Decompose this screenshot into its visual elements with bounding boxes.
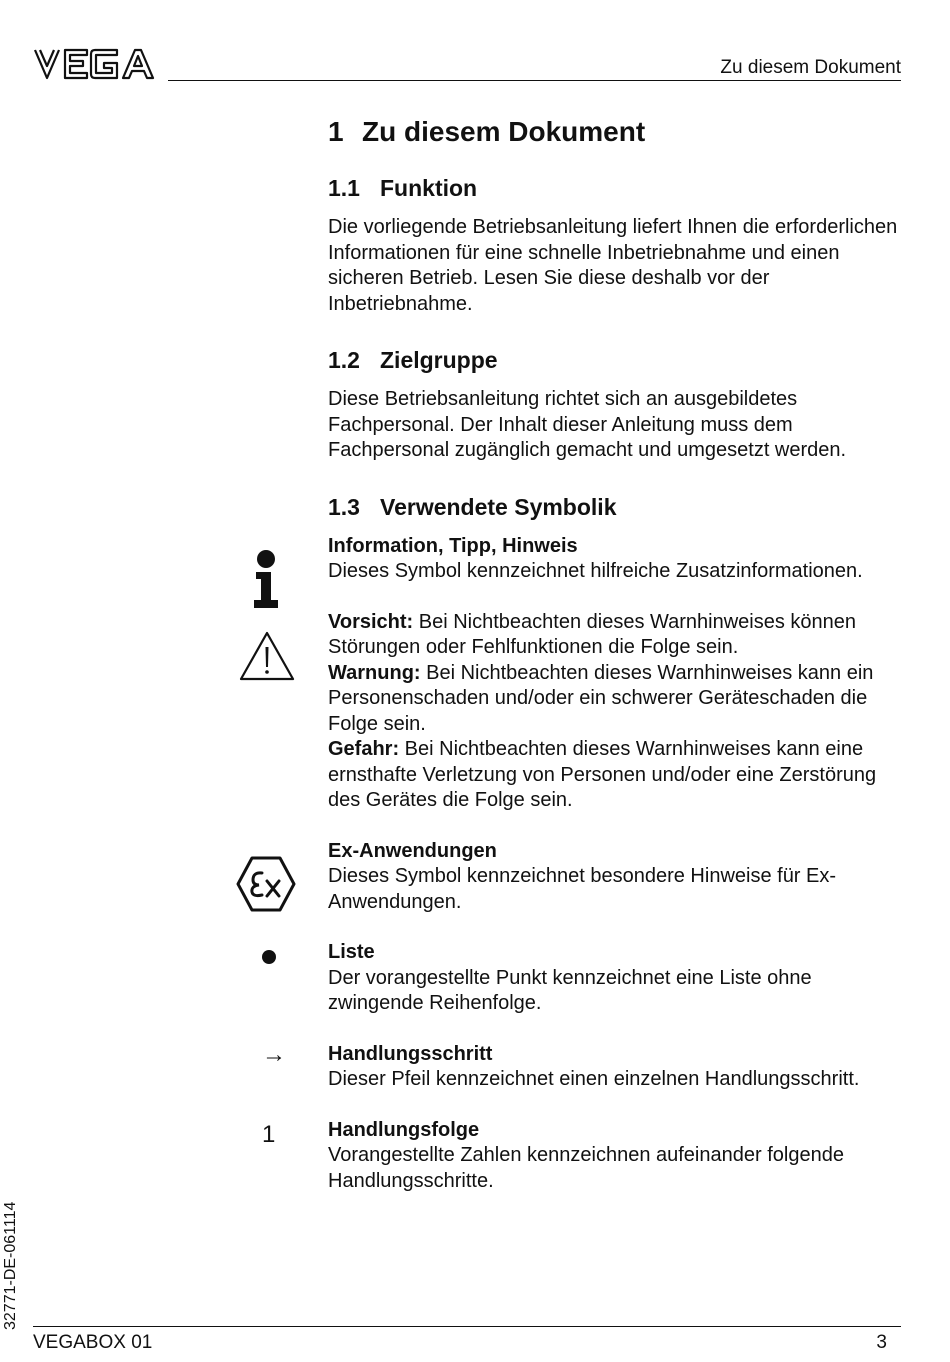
symbol-sequence-block <box>328 1118 908 1195</box>
symbol-title: Ex-Anwendungen <box>328 839 497 862</box>
symbol-text: Dieses Symbol kennzeichnet besondere Hinweise für Ex-Anwendungen. <box>328 865 837 913</box>
symbol-title: Handlungsfolge <box>328 1118 480 1141</box>
symbol-step-block <box>328 1042 908 1093</box>
caution-label: Vorsicht: <box>328 610 414 633</box>
section-title: Verwendete Symbolik <box>380 493 617 520</box>
warning-triangle-icon <box>238 630 296 682</box>
section-text: Diese Betriebsanleitung richtet sich an ausgebildetes Fachpersonal. Der Inhalt dieser Anleitung muss dem Fachpersonal zugänglich gemacht und umgesetzt werden. <box>328 388 847 461</box>
footer-rule <box>33 1326 901 1327</box>
section-symbolik <box>328 492 908 1195</box>
section-heading <box>328 173 908 203</box>
chapter-title: Zu diesem Dokument <box>362 116 646 147</box>
ex-icon <box>236 856 296 912</box>
section-number: 1.3 <box>328 493 360 520</box>
section-number: 1.2 <box>328 347 360 373</box>
vega-logo <box>33 44 155 84</box>
info-icon <box>252 550 280 608</box>
chapter-number: 1 <box>328 116 344 147</box>
section-zielgruppe <box>328 345 908 464</box>
symbol-text: Dieser Pfeil kennzeichnet einen einzelnen Handlungsschritt. <box>328 1068 860 1090</box>
symbol-info-block <box>328 534 908 585</box>
section-title: Funktion <box>380 175 478 201</box>
header-rule <box>168 80 901 81</box>
symbol-list-block <box>328 940 908 1017</box>
caution-text: Bei Nichtbeachten dieses Warnhinweises können Störungen oder Fehlfunktionen die Folge sein. <box>328 610 857 658</box>
section-funktion <box>328 173 908 317</box>
section-title: Zielgruppe <box>380 347 498 373</box>
section-heading <box>328 345 908 375</box>
warning-text: Bei Nichtbeachten dieses Warnhinweises kann ein Personenschaden und/oder ein schwerer Geräteschaden die Folge sein. <box>328 661 874 735</box>
arrow-right-icon: → <box>262 1041 286 1068</box>
document-code-text: 32771-DE-061114 <box>2 1201 19 1330</box>
symbol-title: Information, Tipp, Hinweis <box>328 534 578 557</box>
danger-text: Bei Nichtbeachten dieses Warnhinweises kann eine ernsthafte Verletzung von Personen und/oder eine Zerstörung des Gerätes die Folge sein. <box>328 738 877 811</box>
symbol-text: Vorangestellte Zahlen kennzeichnen aufeinander folgende Handlungsschritte. <box>328 1144 844 1192</box>
symbol-text: Der vorangestellte Punkt kennzeichnet eine Liste ohne zwingende Reihenfolge. <box>328 966 812 1014</box>
symbol-text: Dieses Symbol kennzeichnet hilfreiche Zusatzinformationen. <box>328 560 863 582</box>
symbol-title: Liste <box>328 941 375 963</box>
header-title: Zu diesem Dokument <box>720 57 901 78</box>
section-heading <box>328 492 908 522</box>
warning-label: Warnung: <box>328 661 421 684</box>
main-content <box>328 113 908 1219</box>
section-number: 1.1 <box>328 175 360 201</box>
danger-label: Gefahr: <box>328 738 400 760</box>
symbol-title: Handlungsschritt <box>328 1042 493 1065</box>
footer-product: VEGABOX 01 <box>33 1332 153 1353</box>
symbol-warning-block <box>328 610 908 814</box>
bullet-icon <box>262 950 276 964</box>
symbol-ex-block <box>328 839 908 916</box>
document-code <box>0 1170 26 1330</box>
number-one-icon: 1 <box>262 1121 276 1148</box>
page-number: 3 <box>876 1332 887 1353</box>
chapter-heading <box>328 113 908 151</box>
section-text: Die vorliegende Betriebsanleitung liefert Ihnen die erforderlichen Informationen für eine schnelle Inbetriebnahme und einen sicheren Betrieb. Lesen Sie diese deshalb vor der Inbetriebnahme. <box>328 216 898 315</box>
